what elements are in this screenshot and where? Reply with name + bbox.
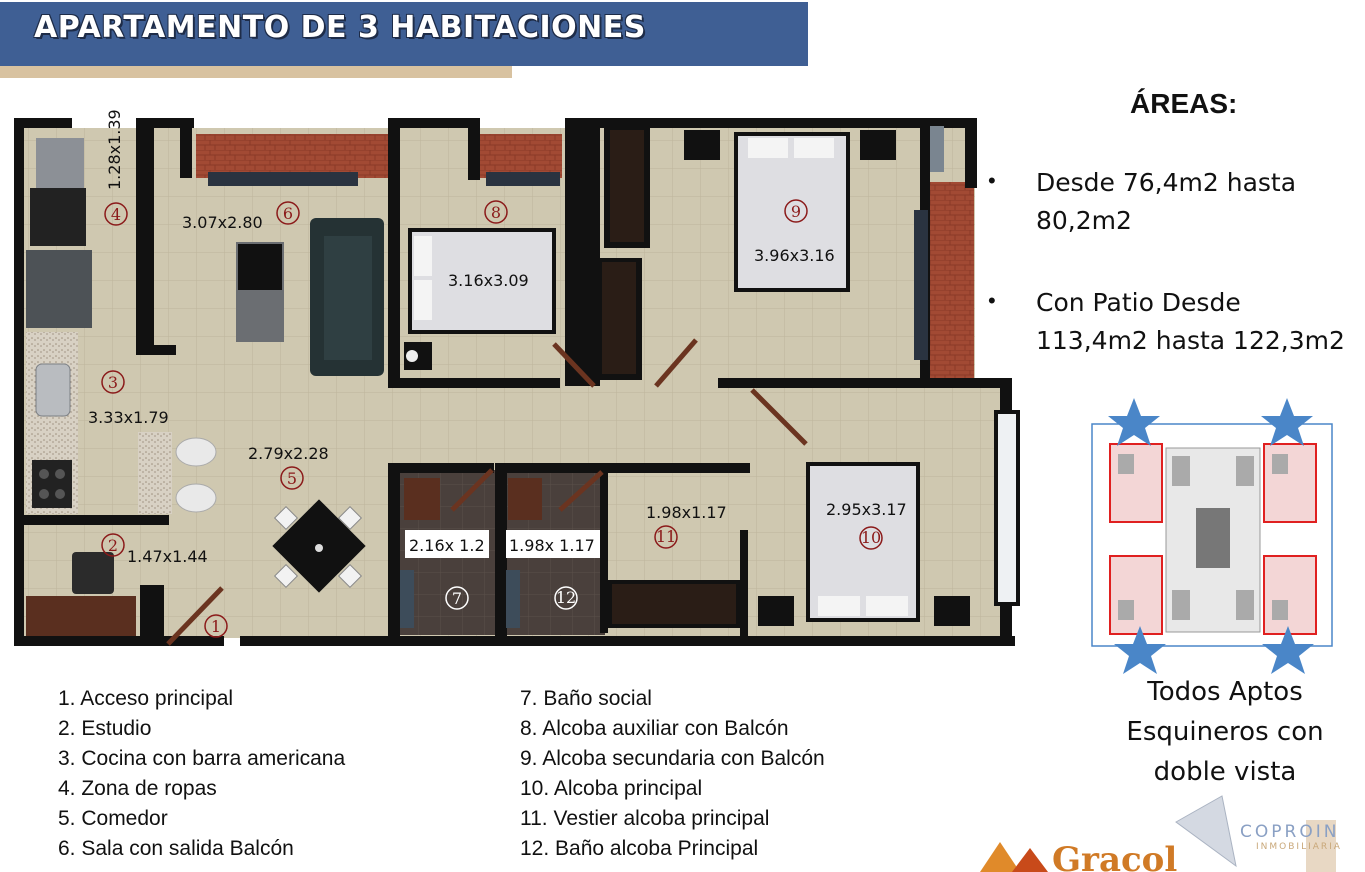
svg-text:4: 4 (110, 205, 122, 224)
corner-note-line: doble vista (1153, 757, 1297, 787)
svg-text:9: 9 (790, 202, 802, 221)
area-item-1-line2: 80,2m2 (1036, 206, 1132, 235)
legend-item: 7. Baño social (520, 687, 652, 710)
dim-room-8: 3.16x3.09 (448, 271, 529, 290)
dining-table (272, 499, 365, 592)
area-item-1-line1: Desde 76,4m2 hasta (1036, 168, 1297, 197)
svg-text:3: 3 (107, 373, 119, 392)
dim-room-7: 2.16x 1.2 (409, 536, 485, 555)
svg-text:1: 1 (210, 617, 222, 636)
building-key-plan (1092, 398, 1332, 674)
legend-item: 3. Cocina con barra americana (58, 747, 346, 770)
svg-text:12: 12 (555, 588, 577, 607)
legend-item: 12. Baño alcoba Principal (520, 837, 759, 860)
legend-item: 5. Comedor (58, 807, 168, 830)
dim-room-9: 3.96x3.16 (754, 246, 835, 265)
gracol-logo-text: Gracol (1052, 840, 1178, 872)
legend-item: 4. Zona de ropas (58, 777, 217, 800)
dim-room-10: 2.95x3.17 (826, 500, 907, 519)
dim-room-2: 1.47x1.44 (127, 547, 208, 566)
walk-in-closet (608, 580, 740, 628)
legend-left (58, 684, 345, 864)
corner-note-line: Todos Aptos (1147, 677, 1303, 707)
legend-item: 8. Alcoba auxiliar con Balcón (520, 717, 789, 740)
svg-text:10: 10 (860, 528, 882, 547)
area-item-2-line1: Con Patio Desde (1036, 288, 1241, 317)
area-item-2 (1036, 284, 1365, 360)
legend-item: 10. Alcoba principal (520, 777, 703, 800)
bullet-icon: • (988, 168, 996, 193)
areas-heading: ÁREAS: (1130, 88, 1238, 119)
dim-room-4: 1.28x1.39 (105, 109, 124, 190)
legend-right (520, 684, 825, 864)
corner-note (1100, 672, 1350, 792)
dim-room-3: 3.33x1.79 (88, 408, 169, 427)
area-item-2-line2: 113,4m2 hasta 122,3m2 (1036, 326, 1345, 355)
svg-text:11: 11 (655, 527, 677, 546)
svg-text:6: 6 (282, 204, 294, 223)
legend-item: 9. Alcoba secundaria con Balcón (520, 747, 825, 770)
bullet-icon: • (988, 288, 996, 313)
coproin-logo-text: COPROIN (1240, 822, 1340, 842)
dim-room-5: 2.79x2.28 (248, 444, 329, 463)
dim-room-11: 1.98x1.17 (646, 503, 727, 522)
svg-text:2: 2 (107, 536, 119, 555)
legend-item: 11. Vestier alcoba principal (520, 807, 770, 830)
svg-text:5: 5 (286, 469, 298, 488)
svg-text:8: 8 (490, 203, 502, 222)
legend-item: 6. Sala con salida Balcón (58, 837, 294, 860)
corner-note-line: Esquineros con (1126, 717, 1324, 747)
legend-item: 1. Acceso principal (58, 687, 234, 710)
dim-room-12: 1.98x 1.17 (509, 536, 595, 555)
legend-item: 2. Estudio (58, 717, 152, 740)
gracol-logo (980, 842, 1048, 872)
dim-room-6: 3.07x2.80 (182, 213, 263, 232)
svg-text:7: 7 (451, 589, 463, 608)
coproin-logo-subtext: INMOBILIARIA (1256, 842, 1342, 852)
area-item-1 (1036, 164, 1365, 240)
page-title: APARTAMENTO DE 3 HABITACIONES (34, 10, 646, 45)
